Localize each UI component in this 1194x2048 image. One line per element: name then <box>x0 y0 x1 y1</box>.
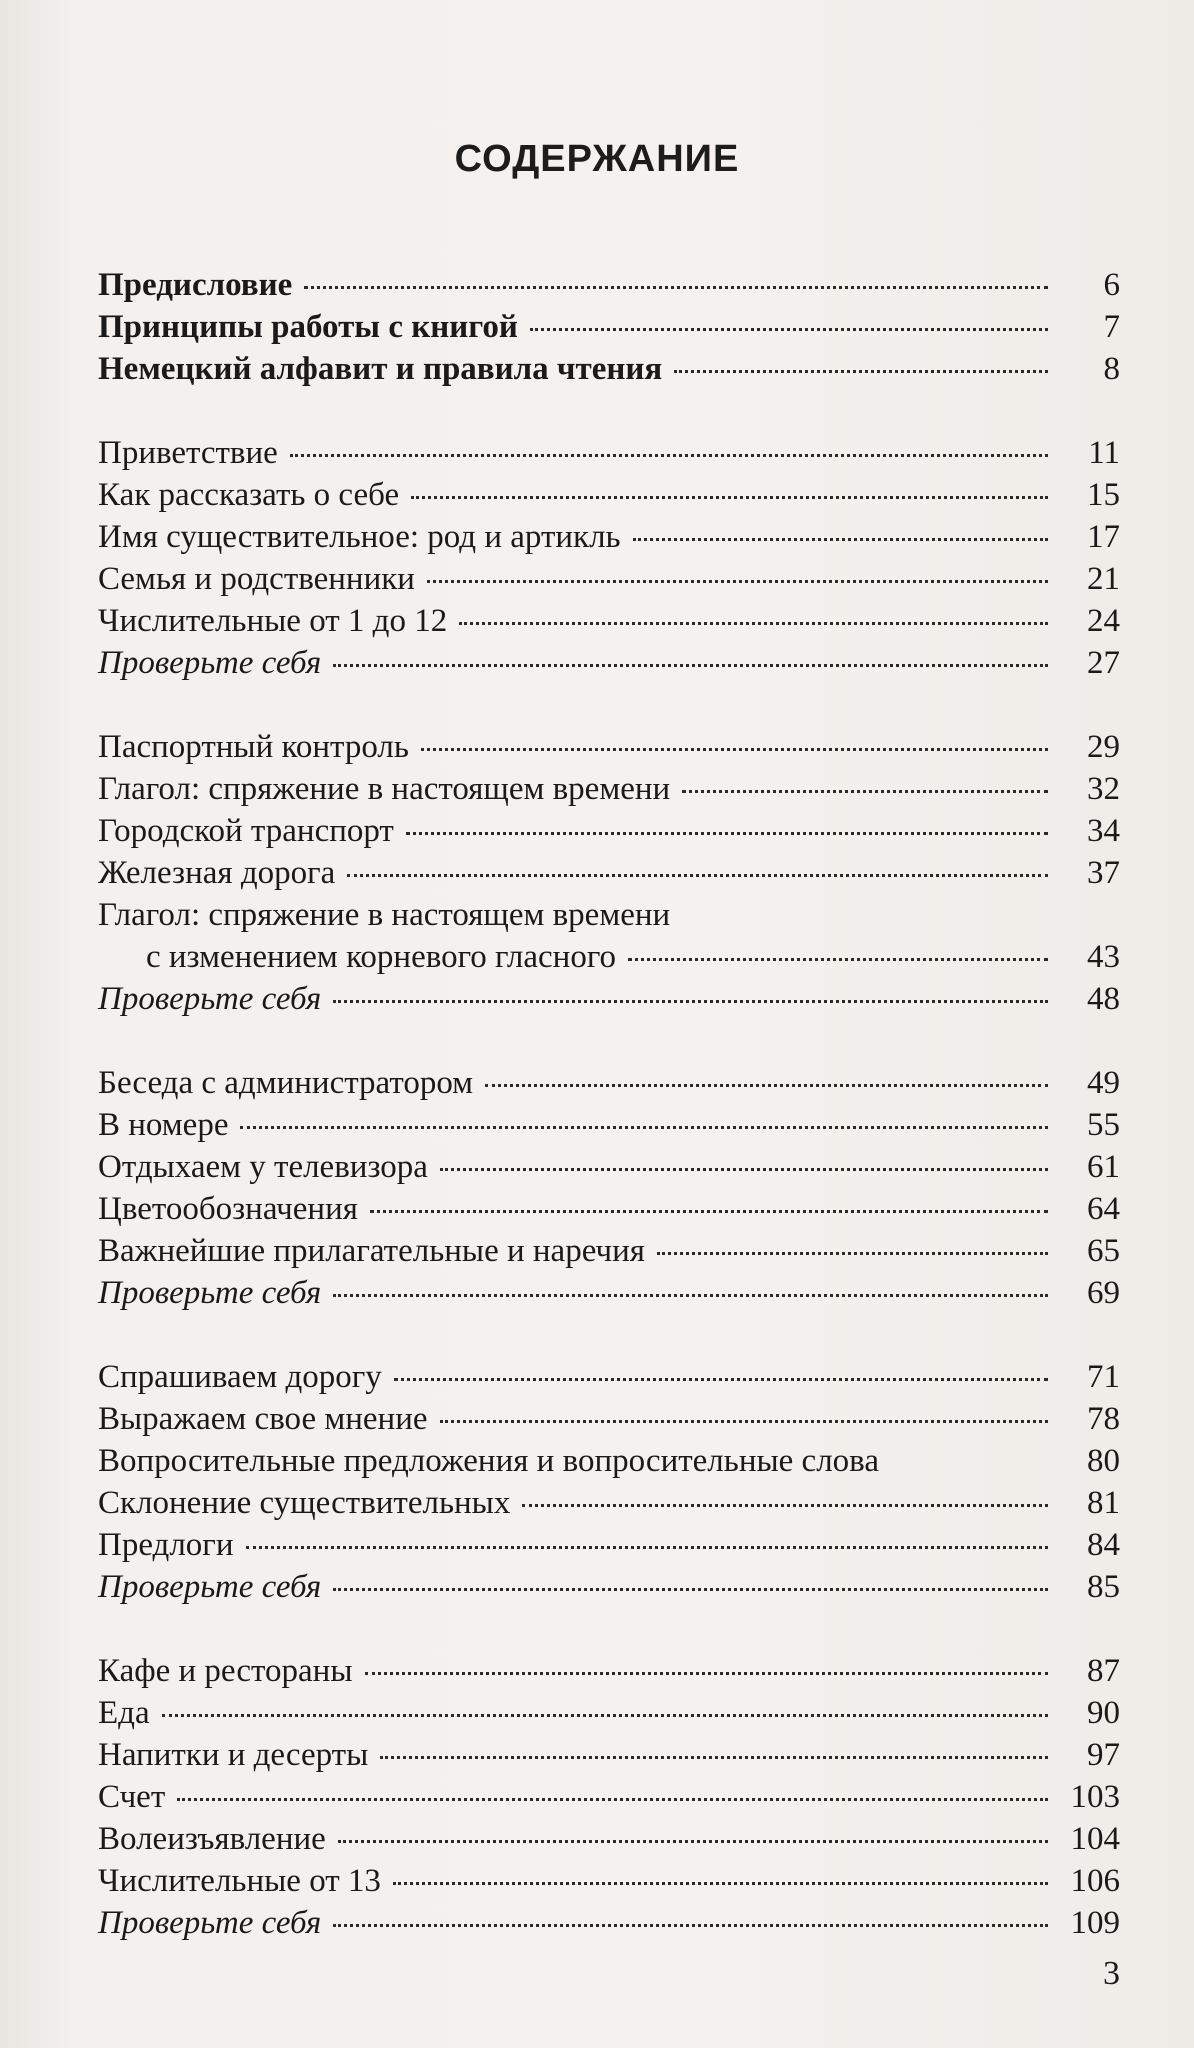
toc-entry <box>98 306 1120 348</box>
toc-entry <box>98 1356 1120 1398</box>
toc-entry-title: Проверьте себя <box>98 645 322 681</box>
toc-entry-title: Имя существительное: род и артикль <box>98 519 621 555</box>
page-title: СОДЕРЖАНИЕ <box>454 138 740 180</box>
dot-leader <box>682 790 1048 793</box>
toc-entry-title: Семья и родственники <box>98 561 415 597</box>
toc-entry-title: Числительные от 13 <box>98 1863 381 1899</box>
dot-leader <box>240 1126 1048 1129</box>
toc-entry-title: Отдыхаем у телевизора <box>98 1149 428 1185</box>
toc-entry <box>98 264 1120 306</box>
toc-entry-page: 78 <box>1087 1401 1120 1437</box>
dot-leader <box>459 622 1048 625</box>
toc-entry-page: 17 <box>1087 519 1120 555</box>
dot-leader <box>246 1546 1049 1549</box>
toc-entry-page: 87 <box>1087 1653 1120 1689</box>
toc-entry-title: Паспортный контроль <box>98 729 409 765</box>
toc-entry-page: 6 <box>1103 267 1120 303</box>
toc-entry-title: Предисловие <box>98 267 293 303</box>
toc-entry-page: 81 <box>1087 1485 1120 1521</box>
toc-entry-title: Беседа с администратором <box>98 1065 474 1101</box>
toc-entry-page: 69 <box>1087 1275 1120 1311</box>
dot-leader <box>290 454 1048 457</box>
toc-entry-page: 24 <box>1087 603 1120 639</box>
toc-entry <box>98 1188 1120 1230</box>
section-gap <box>98 1314 1120 1356</box>
toc-entry-page: 11 <box>1088 435 1120 471</box>
dot-leader <box>365 1672 1049 1675</box>
toc-entry <box>98 1818 1120 1860</box>
toc-entry <box>98 1860 1120 1902</box>
toc-entry-page: 109 <box>1070 1905 1120 1941</box>
toc-entry <box>98 1272 1120 1314</box>
toc-entry-page: 37 <box>1087 855 1120 891</box>
toc-entry-title: Напитки и десерты <box>98 1737 369 1773</box>
dot-leader <box>440 1168 1048 1171</box>
toc-entry-title: Как рассказать о себе <box>98 477 400 513</box>
toc-entry-page: 90 <box>1087 1695 1120 1731</box>
toc-entry-page: 55 <box>1087 1107 1120 1143</box>
toc-entry-title: Проверьте себя <box>98 1275 322 1311</box>
toc-entry-title: Немецкий алфавит и правила чтения <box>98 351 663 387</box>
toc-entry-page: 80 <box>1087 1443 1120 1479</box>
toc-entry <box>98 1104 1120 1146</box>
toc-entry <box>98 558 1120 600</box>
toc-entry <box>98 600 1120 642</box>
dot-leader <box>440 1420 1048 1423</box>
toc-entry <box>98 810 1120 852</box>
toc-entry <box>98 1398 1120 1440</box>
toc-entry <box>98 894 1120 936</box>
toc-entry-page: 49 <box>1087 1065 1120 1101</box>
dot-leader <box>522 1504 1048 1507</box>
dot-leader <box>333 1924 1048 1927</box>
dot-leader <box>333 1294 1048 1297</box>
dot-leader <box>162 1714 1048 1717</box>
toc-entry-page: 48 <box>1087 981 1120 1017</box>
toc-entry-title: Выражаем свое мнение <box>98 1401 428 1437</box>
toc-entry-title: Числительные от 1 до 12 <box>98 603 448 639</box>
page-number: 3 <box>1103 1955 1120 1992</box>
toc-entry <box>98 768 1120 810</box>
toc-entry-title: Принципы работы с книгой <box>98 309 518 345</box>
dot-leader <box>338 1840 1048 1843</box>
toc-entry-title: Кафе и рестораны <box>98 1653 353 1689</box>
dot-leader <box>177 1798 1048 1801</box>
toc-entry <box>98 474 1120 516</box>
toc-entry-title: Важнейшие прилагательные и наречия <box>98 1233 645 1269</box>
toc-entry <box>98 1524 1120 1566</box>
dot-leader <box>333 664 1048 667</box>
toc-entry-page: 85 <box>1087 1569 1120 1605</box>
toc-entry-title: Счет <box>98 1779 166 1815</box>
toc-entry-page: 32 <box>1087 771 1120 807</box>
toc-entry-page: 34 <box>1087 813 1120 849</box>
section-gap <box>98 684 1120 726</box>
toc-entry <box>98 516 1120 558</box>
dot-leader <box>427 580 1048 583</box>
dot-leader <box>380 1756 1048 1759</box>
dot-leader <box>674 370 1048 373</box>
toc-entry-title: Спрашиваем дорогу <box>98 1359 382 1395</box>
toc-entry <box>98 1440 1120 1482</box>
section-gap <box>98 1020 1120 1062</box>
toc-entry-page: 65 <box>1087 1233 1120 1269</box>
toc-entry <box>98 642 1120 684</box>
dot-leader <box>633 538 1048 541</box>
toc-entry-page: 29 <box>1087 729 1120 765</box>
dot-leader <box>628 958 1048 961</box>
toc-entry <box>98 852 1120 894</box>
toc-entry-title: Проверьте себя <box>98 981 322 1017</box>
table-of-contents <box>98 264 1120 1944</box>
dot-leader <box>406 832 1048 835</box>
section-gap <box>98 1608 1120 1650</box>
toc-entry-title: Приветствие <box>98 435 278 471</box>
toc-entry-title: Проверьте себя <box>98 1569 322 1605</box>
dot-leader <box>411 496 1048 499</box>
dot-leader <box>333 1588 1048 1591</box>
toc-entry-page: 27 <box>1087 645 1120 681</box>
toc-entry <box>98 1902 1120 1944</box>
toc-entry-title: Волеизъявление <box>98 1821 326 1857</box>
toc-entry-title: Предлоги <box>98 1527 234 1563</box>
toc-entry-page: 103 <box>1070 1779 1120 1815</box>
dot-leader <box>333 1000 1048 1003</box>
toc-entry-title: Глагол: спряжение в настоящем времени <box>98 897 671 933</box>
toc-entry <box>98 726 1120 768</box>
toc-entry-page: 104 <box>1070 1821 1120 1857</box>
toc-entry <box>98 1566 1120 1608</box>
dot-leader <box>657 1252 1048 1255</box>
toc-entry <box>98 1734 1120 1776</box>
dot-leader <box>304 286 1048 289</box>
toc-entry-title: Глагол: спряжение в настоящем времени <box>98 771 671 807</box>
toc-entry <box>98 978 1120 1020</box>
toc-entry-page: 21 <box>1087 561 1120 597</box>
toc-entry-page: 7 <box>1103 309 1120 345</box>
toc-entry-title: Проверьте себя <box>98 1905 322 1941</box>
dot-leader <box>421 748 1048 751</box>
toc-entry-page: 106 <box>1070 1863 1120 1899</box>
toc-entry <box>98 1146 1120 1188</box>
toc-entry-page: 43 <box>1087 939 1120 975</box>
toc-entry-title: Склонение существительных <box>98 1485 511 1521</box>
toc-entry-title: Цветообозначения <box>98 1191 358 1227</box>
dot-leader <box>393 1882 1048 1885</box>
toc-entry <box>98 1776 1120 1818</box>
toc-entry <box>98 936 1120 978</box>
toc-entry <box>98 1482 1120 1524</box>
dot-leader <box>347 874 1048 877</box>
dot-leader <box>485 1084 1048 1087</box>
toc-entry <box>98 1650 1120 1692</box>
toc-entry <box>98 1692 1120 1734</box>
toc-entry <box>98 348 1120 390</box>
toc-entry-page: 61 <box>1087 1149 1120 1185</box>
toc-entry-title: Городской транспорт <box>98 813 394 849</box>
toc-entry <box>98 432 1120 474</box>
toc-entry-page: 97 <box>1087 1737 1120 1773</box>
dot-leader <box>530 328 1048 331</box>
toc-entry-page: 64 <box>1087 1191 1120 1227</box>
toc-entry <box>98 1062 1120 1104</box>
toc-entry-title: Железная дорога <box>98 855 336 891</box>
toc-entry-page: 84 <box>1087 1527 1120 1563</box>
dot-leader <box>394 1378 1048 1381</box>
toc-entry-page: 8 <box>1103 351 1120 387</box>
toc-entry-page: 15 <box>1087 477 1120 513</box>
toc-entry-title: Вопросительные предложения и вопросительные слова <box>98 1443 879 1479</box>
dot-leader <box>370 1210 1048 1213</box>
toc-entry-title: с изменением корневого гласного <box>146 939 617 975</box>
toc-entry-page: 71 <box>1087 1359 1120 1395</box>
toc-entry <box>98 1230 1120 1272</box>
section-gap <box>98 390 1120 432</box>
toc-entry-title: Еда <box>98 1695 150 1731</box>
toc-entry-title: В номере <box>98 1107 229 1143</box>
